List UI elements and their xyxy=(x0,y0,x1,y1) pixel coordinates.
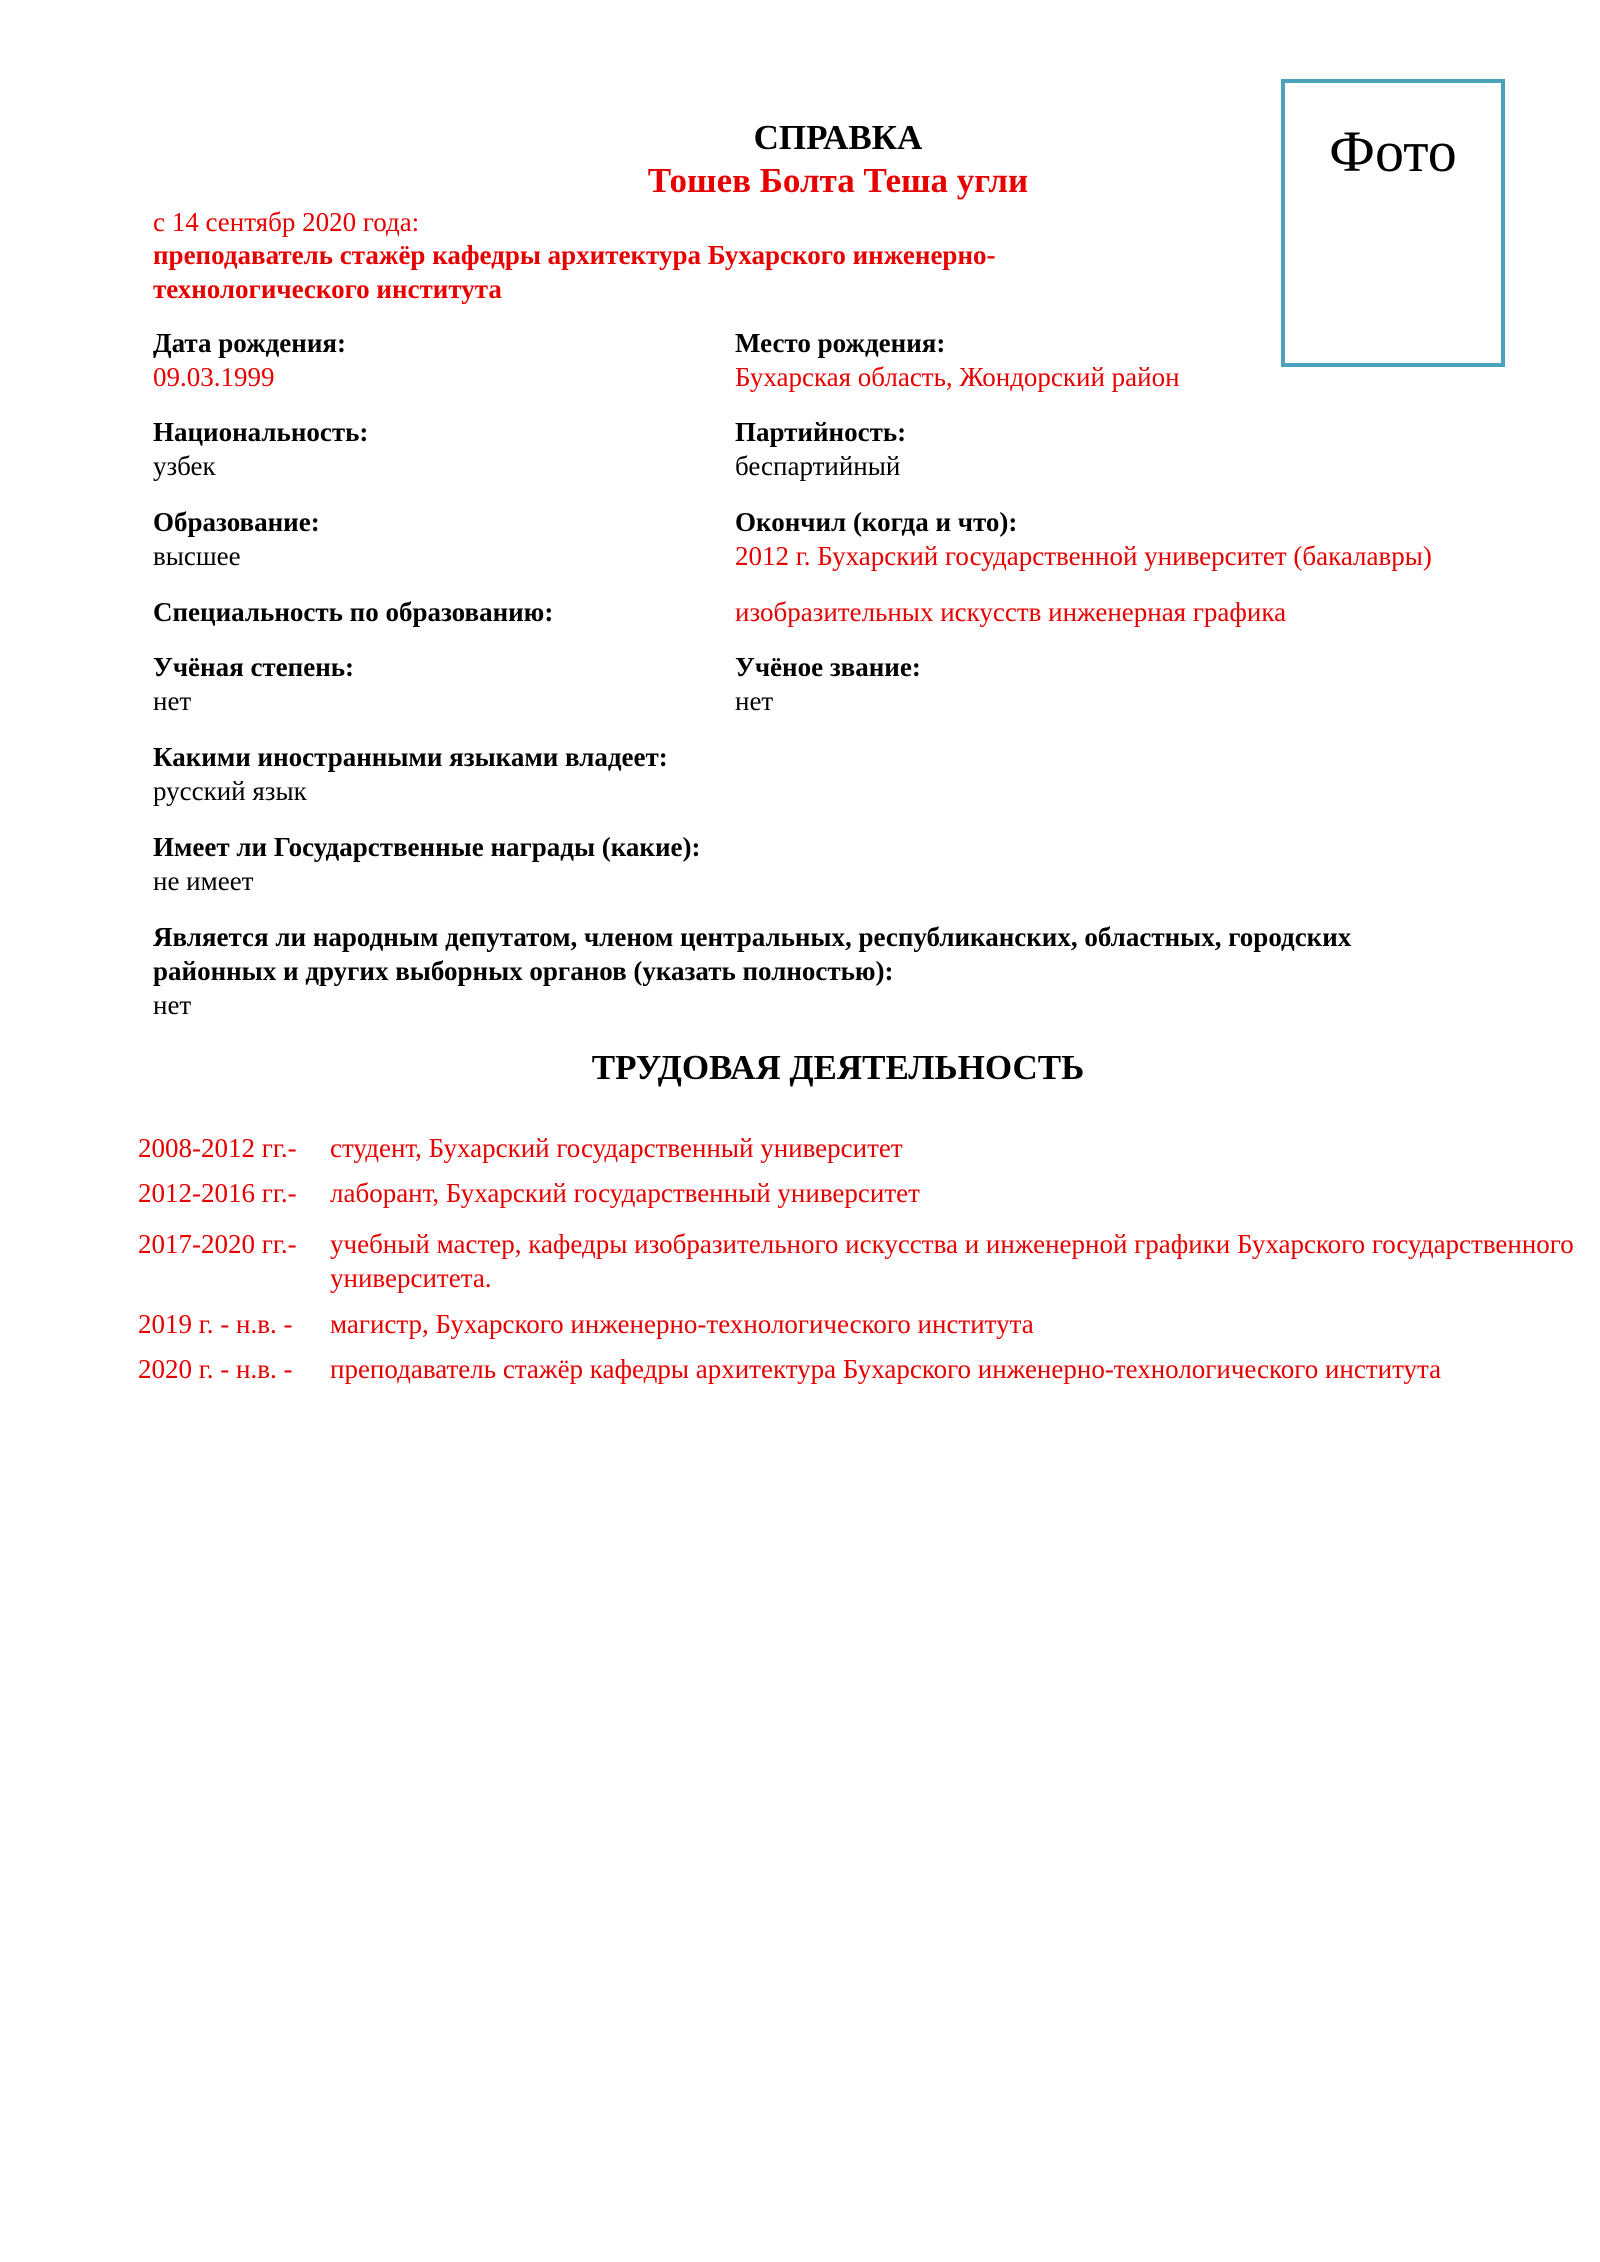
current-position-line2: технологического института xyxy=(153,274,502,304)
work-entry-description: учебный мастер, кафедры изобразительного искусства и инженерной графики Бухарского государственного университета. xyxy=(330,1229,1574,1293)
photo-placeholder-label: Фото xyxy=(1329,119,1457,184)
work-section-title: ТРУДОВАЯ ДЕЯТЕЛЬНОСТЬ xyxy=(591,1048,1085,1087)
languages-value: русский язык xyxy=(153,776,307,806)
graduated-field xyxy=(735,505,1432,573)
specialty-value: изобразительных искусств инженерная графика xyxy=(735,597,1287,627)
education-value: высшее xyxy=(153,541,241,571)
awards-field xyxy=(153,830,701,898)
graduated-value: 2012 г. Бухарский государственной университет (бакалавры) xyxy=(735,541,1432,571)
work-entry-period: 2012-2016 гг.- xyxy=(138,1178,297,1208)
work-entry-description: преподаватель стажёр кафедры архитектура Бухарского инженерно-технологического института xyxy=(330,1354,1442,1384)
academic-title-label: Учёное звание: xyxy=(735,652,921,682)
work-entry-description: лаборант, Бухарский государственный университет xyxy=(330,1178,920,1208)
work-entry-period: 2020 г. - н.в. - xyxy=(138,1354,293,1384)
work-entry-description: магистр, Бухарского инженерно-технологического института xyxy=(330,1309,1034,1339)
work-entry-period: 2017-2020 гг.- xyxy=(138,1229,297,1259)
graduated-label: Окончил (когда и что): xyxy=(735,507,1018,537)
education-label: Образование: xyxy=(153,507,320,537)
party-value: беспартийный xyxy=(735,451,901,481)
birth-date-value: 09.03.1999 xyxy=(153,362,275,392)
nationality-value: узбек xyxy=(153,451,216,481)
specialty-field xyxy=(153,595,553,629)
degree-label: Учёная степень: xyxy=(153,652,355,682)
languages-field xyxy=(153,740,668,808)
birth-place-value: Бухарская область, Жондорский район xyxy=(735,362,1180,392)
nationality-field xyxy=(153,415,368,483)
awards-value: не имеет xyxy=(153,866,254,896)
deputy-field xyxy=(153,920,1351,1022)
specialty-label: Специальность по образованию: xyxy=(153,597,554,627)
degree-value: нет xyxy=(153,686,192,716)
nationality-label: Национальность: xyxy=(153,417,369,447)
birth-place-field xyxy=(735,326,1180,394)
academic-title-value: нет xyxy=(735,686,774,716)
degree-field xyxy=(153,650,354,718)
since-date: с 14 сентябр 2020 года: xyxy=(153,207,420,237)
education-field xyxy=(153,505,320,573)
document-title: СПРАВКА xyxy=(753,118,923,157)
deputy-label-line2: районных и других выборных органов (указать полностью): xyxy=(153,956,894,986)
deputy-value: нет xyxy=(153,990,192,1020)
deputy-label-line1: Является ли народным депутатом, членом центральных, республиканских, областных, городских xyxy=(153,922,1352,952)
party-label: Партийность: xyxy=(735,417,907,447)
current-position-line1: преподаватель стажёр кафедры архитектура Бухарского инженерно- xyxy=(153,240,996,270)
birth-date-field xyxy=(153,326,346,394)
work-entry-period: 2008-2012 гг.- xyxy=(138,1133,297,1163)
work-entry-period: 2019 г. - н.в. - xyxy=(138,1309,293,1339)
birth-place-label: Место рождения: xyxy=(735,328,946,358)
current-position xyxy=(153,238,1153,306)
person-name: Тошев Болта Теша угли xyxy=(647,161,1029,200)
birth-date-label: Дата рождения: xyxy=(153,328,346,358)
work-entry-description: студент, Бухарский государственный университет xyxy=(330,1133,903,1163)
party-field xyxy=(735,415,906,483)
awards-label: Имеет ли Государственные награды (какие): xyxy=(153,832,701,862)
languages-label: Какими иностранными языками владеет: xyxy=(153,742,668,772)
academic-title-field xyxy=(735,650,921,718)
